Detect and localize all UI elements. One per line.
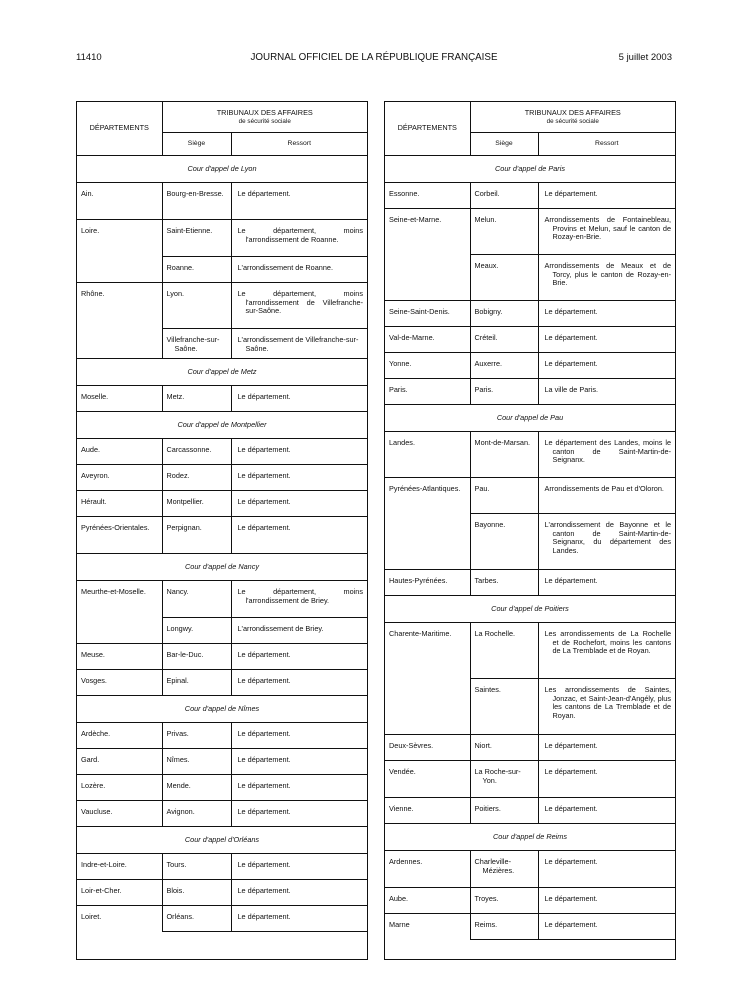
siege-cell: Bar-le-Duc. bbox=[162, 644, 231, 670]
departements-header: DÉPARTEMENTS bbox=[385, 102, 470, 156]
ressort-cell: Les arrondissements de Saintes, Jonzac, et Saint-Jean-d'Angély, plus les cantons de La Tremblade et de Royan. bbox=[538, 679, 675, 735]
departement-cell: Yonne. bbox=[385, 353, 470, 379]
siege-cell: Rodez. bbox=[162, 465, 231, 491]
departement-cell: Landes. bbox=[385, 432, 470, 478]
siege-cell: Nancy. bbox=[162, 581, 231, 618]
table-row bbox=[77, 670, 367, 696]
table-row bbox=[77, 880, 367, 906]
table-row bbox=[385, 301, 675, 327]
siege-cell: Lyon. bbox=[162, 283, 231, 329]
departement-cell: Rhône. bbox=[77, 283, 162, 359]
siege-cell: La Rochelle. bbox=[470, 623, 538, 679]
ressort-cell: Le département. bbox=[231, 644, 367, 670]
siege-cell: Charleville-Mézières. bbox=[470, 851, 538, 888]
siege-cell: La Roche-sur-Yon. bbox=[470, 761, 538, 798]
siege-cell: Bayonne. bbox=[470, 514, 538, 570]
ressort-cell: Le département. bbox=[231, 386, 367, 412]
departement-cell: Vendée. bbox=[385, 761, 470, 798]
departement-cell: Deux-Sèvres. bbox=[385, 735, 470, 761]
table-row bbox=[385, 914, 675, 940]
siege-cell: Pau. bbox=[470, 478, 538, 514]
table-row bbox=[77, 644, 367, 670]
departement-cell: Loiret. bbox=[77, 906, 162, 932]
siege-cell: Metz. bbox=[162, 386, 231, 412]
departement-cell: Ain. bbox=[77, 183, 162, 220]
cour-appel-heading: Cour d'appel de Paris bbox=[385, 156, 675, 183]
departement-cell: Indre-et-Loire. bbox=[77, 854, 162, 880]
siege-cell: Melun. bbox=[470, 209, 538, 255]
table-row bbox=[77, 749, 367, 775]
siege-header: Siège bbox=[470, 133, 538, 156]
ressort-cell: Le département. bbox=[538, 888, 675, 914]
ressort-cell: Le département. bbox=[538, 353, 675, 379]
departement-cell: Aveyron. bbox=[77, 465, 162, 491]
left-bottom-rule bbox=[76, 959, 368, 960]
siege-cell: Carcassonne. bbox=[162, 439, 231, 465]
table-row bbox=[77, 220, 367, 257]
departement-cell: Essonne. bbox=[385, 183, 470, 209]
right-bottom-rule bbox=[384, 959, 676, 960]
departement-cell: Pyrénées-Atlantiques. bbox=[385, 478, 470, 570]
table-row bbox=[77, 465, 367, 491]
ressort-cell: Le département. bbox=[231, 906, 367, 932]
ressort-cell: L'arrondissement de Roanne. bbox=[231, 257, 367, 283]
ressort-cell: Le département. bbox=[231, 517, 367, 554]
table-row bbox=[77, 491, 367, 517]
departement-cell: Aube. bbox=[385, 888, 470, 914]
siege-cell: Tarbes. bbox=[470, 570, 538, 596]
table-row bbox=[77, 439, 367, 465]
table-row bbox=[77, 183, 367, 220]
ressort-cell: Le département. bbox=[538, 183, 675, 209]
departement-cell: Marne bbox=[385, 914, 470, 940]
departement-cell: Gard. bbox=[77, 749, 162, 775]
ressort-cell: Le département. bbox=[231, 801, 367, 827]
table-row bbox=[385, 851, 675, 888]
table-row bbox=[385, 798, 675, 824]
ressort-cell: Le département. bbox=[231, 183, 367, 220]
ressort-cell: Le département. bbox=[538, 735, 675, 761]
cour-appel-heading: Cour d'appel d'Orléans bbox=[77, 827, 367, 854]
cour-appel-heading: Cour d'appel de Reims bbox=[385, 824, 675, 851]
cour-appel-heading: Cour d'appel de Nîmes bbox=[77, 696, 367, 723]
ressort-cell: Le département. bbox=[538, 851, 675, 888]
ressort-cell: Le département. bbox=[538, 570, 675, 596]
departement-cell: Meurthe-et-Moselle. bbox=[77, 581, 162, 644]
table-row bbox=[77, 386, 367, 412]
publication-date: 5 juillet 2003 bbox=[618, 52, 672, 63]
siege-cell: Villefranche-sur-Saône. bbox=[162, 329, 231, 359]
siege-cell: Roanne. bbox=[162, 257, 231, 283]
table-row bbox=[385, 888, 675, 914]
departement-cell: Vaucluse. bbox=[77, 801, 162, 827]
siege-cell: Epinal. bbox=[162, 670, 231, 696]
departement-cell: Seine-et-Marne. bbox=[385, 209, 470, 301]
departement-cell: Charente-Maritime. bbox=[385, 623, 470, 735]
ressort-cell: Le département. bbox=[231, 465, 367, 491]
table-row bbox=[77, 283, 367, 329]
table-row bbox=[385, 183, 675, 209]
cour-appel-heading: Cour d'appel de Poitiers bbox=[385, 596, 675, 623]
siege-cell: Privas. bbox=[162, 723, 231, 749]
table-row bbox=[385, 353, 675, 379]
ressort-cell: Le département. bbox=[231, 439, 367, 465]
departement-cell: Moselle. bbox=[77, 386, 162, 412]
departements-header: DÉPARTEMENTS bbox=[77, 102, 162, 156]
table-row bbox=[385, 209, 675, 255]
siege-cell: Blois. bbox=[162, 880, 231, 906]
cour-appel-heading: Cour d'appel de Montpellier bbox=[77, 412, 367, 439]
siege-cell: Bobigny. bbox=[470, 301, 538, 327]
siege-cell: Meaux. bbox=[470, 255, 538, 301]
ressort-cell: Le département, moins l'arrondissement de Roanne. bbox=[231, 220, 367, 257]
siege-cell: Saint-Etienne. bbox=[162, 220, 231, 257]
table-row bbox=[77, 775, 367, 801]
siege-cell: Perpignan. bbox=[162, 517, 231, 554]
departement-cell: Vosges. bbox=[77, 670, 162, 696]
ressort-cell: Le département. bbox=[538, 327, 675, 353]
table-row bbox=[385, 478, 675, 514]
siege-cell: Auxerre. bbox=[470, 353, 538, 379]
table-row bbox=[77, 517, 367, 554]
table-row bbox=[77, 723, 367, 749]
table-row bbox=[77, 581, 367, 618]
departement-cell: Lozère. bbox=[77, 775, 162, 801]
departement-cell: Hautes-Pyrénées. bbox=[385, 570, 470, 596]
ressort-cell: Les arrondissements de La Rochelle et de Rochefort, moins les cantons de La Tremblade et de Royan. bbox=[538, 623, 675, 679]
ressort-cell: L'arrondissement de Briey. bbox=[231, 618, 367, 644]
right-column bbox=[384, 101, 676, 959]
departement-cell: Pyrénées-Orientales. bbox=[77, 517, 162, 554]
departement-cell: Ardèche. bbox=[77, 723, 162, 749]
ressort-cell: Le département. bbox=[538, 914, 675, 940]
siege-cell: Longwy. bbox=[162, 618, 231, 644]
ressort-cell: Le département. bbox=[231, 670, 367, 696]
ressort-cell: Le département. bbox=[231, 775, 367, 801]
ressort-cell: Le département. bbox=[538, 761, 675, 798]
ressort-cell: Le département, moins l'arrondissement de Villefranche-sur-Saône. bbox=[231, 283, 367, 329]
departement-cell: Hérault. bbox=[77, 491, 162, 517]
siege-cell: Bourg-en-Bresse. bbox=[162, 183, 231, 220]
siege-cell: Avignon. bbox=[162, 801, 231, 827]
siege-cell: Mont-de-Marsan. bbox=[470, 432, 538, 478]
ressort-cell: Arrondissements de Pau et d'Oloron. bbox=[538, 478, 675, 514]
siege-cell: Montpellier. bbox=[162, 491, 231, 517]
siege-cell: Corbeil. bbox=[470, 183, 538, 209]
ressort-cell: Le département. bbox=[538, 798, 675, 824]
left-table bbox=[77, 101, 367, 932]
cour-appel-heading: Cour d'appel de Lyon bbox=[77, 156, 367, 183]
tribunaux-header: TRIBUNAUX DES AFFAIRES de sécurité sociale bbox=[162, 102, 367, 133]
ressort-cell: Le département des Landes, moins le canton de Saint-Martin-de-Seignanx. bbox=[538, 432, 675, 478]
siege-header: Siège bbox=[162, 133, 231, 156]
journal-title: JOURNAL OFFICIEL DE LA RÉPUBLIQUE FRANÇAISE bbox=[250, 52, 498, 63]
departement-cell: Loire. bbox=[77, 220, 162, 283]
departement-cell: Ardennes. bbox=[385, 851, 470, 888]
table-row bbox=[385, 379, 675, 405]
table-row bbox=[385, 327, 675, 353]
siege-cell: Tours. bbox=[162, 854, 231, 880]
siege-cell: Paris. bbox=[470, 379, 538, 405]
siege-cell: Poitiers. bbox=[470, 798, 538, 824]
siege-cell: Créteil. bbox=[470, 327, 538, 353]
siege-cell: Saintes. bbox=[470, 679, 538, 735]
departement-cell: Paris. bbox=[385, 379, 470, 405]
page-number: 11410 bbox=[76, 52, 102, 63]
siege-cell: Troyes. bbox=[470, 888, 538, 914]
right-table bbox=[385, 101, 675, 940]
table-row bbox=[385, 761, 675, 798]
cour-appel-heading: Cour d'appel de Pau bbox=[385, 405, 675, 432]
ressort-cell: Arrondissements de Meaux et de Torcy, plus le canton de Rozay-en-Brie. bbox=[538, 255, 675, 301]
table-row bbox=[77, 801, 367, 827]
tribunaux-header: TRIBUNAUX DES AFFAIRES de sécurité sociale bbox=[470, 102, 675, 133]
cour-appel-heading: Cour d'appel de Nancy bbox=[77, 554, 367, 581]
left-column bbox=[76, 101, 368, 959]
ressort-cell: Le département. bbox=[231, 723, 367, 749]
ressort-header: Ressort bbox=[538, 133, 675, 156]
departement-cell: Loir-et-Cher. bbox=[77, 880, 162, 906]
ressort-cell: Arrondissements de Fontainebleau, Provins et Melun, sauf le canton de Rozay-en-Brie. bbox=[538, 209, 675, 255]
ressort-cell: La ville de Paris. bbox=[538, 379, 675, 405]
table-row bbox=[77, 906, 367, 932]
ressort-cell: Le département. bbox=[231, 880, 367, 906]
ressort-cell: Le département. bbox=[231, 491, 367, 517]
departement-cell: Aude. bbox=[77, 439, 162, 465]
siege-cell: Reims. bbox=[470, 914, 538, 940]
ressort-cell: L'arrondissement de Villefranche-sur-Saône. bbox=[231, 329, 367, 359]
departement-cell: Meuse. bbox=[77, 644, 162, 670]
departement-cell: Seine-Saint-Denis. bbox=[385, 301, 470, 327]
ressort-cell: L'arrondissement de Bayonne et le canton de Saint-Martin-de-Seignanx, du département des Landes. bbox=[538, 514, 675, 570]
siege-cell: Niort. bbox=[470, 735, 538, 761]
table-row bbox=[77, 854, 367, 880]
table-row bbox=[385, 623, 675, 679]
departement-cell: Val-de-Marne. bbox=[385, 327, 470, 353]
table-row bbox=[385, 432, 675, 478]
siege-cell: Orléans. bbox=[162, 906, 231, 932]
ressort-cell: Le département. bbox=[231, 749, 367, 775]
ressort-header: Ressort bbox=[231, 133, 367, 156]
ressort-cell: Le département. bbox=[231, 854, 367, 880]
cour-appel-heading: Cour d'appel de Metz bbox=[77, 359, 367, 386]
departement-cell: Vienne. bbox=[385, 798, 470, 824]
siege-cell: Nîmes. bbox=[162, 749, 231, 775]
ressort-cell: Le département. bbox=[538, 301, 675, 327]
siege-cell: Mende. bbox=[162, 775, 231, 801]
ressort-cell: Le département, moins l'arrondissement de Briey. bbox=[231, 581, 367, 618]
table-row bbox=[385, 570, 675, 596]
table-row bbox=[385, 735, 675, 761]
